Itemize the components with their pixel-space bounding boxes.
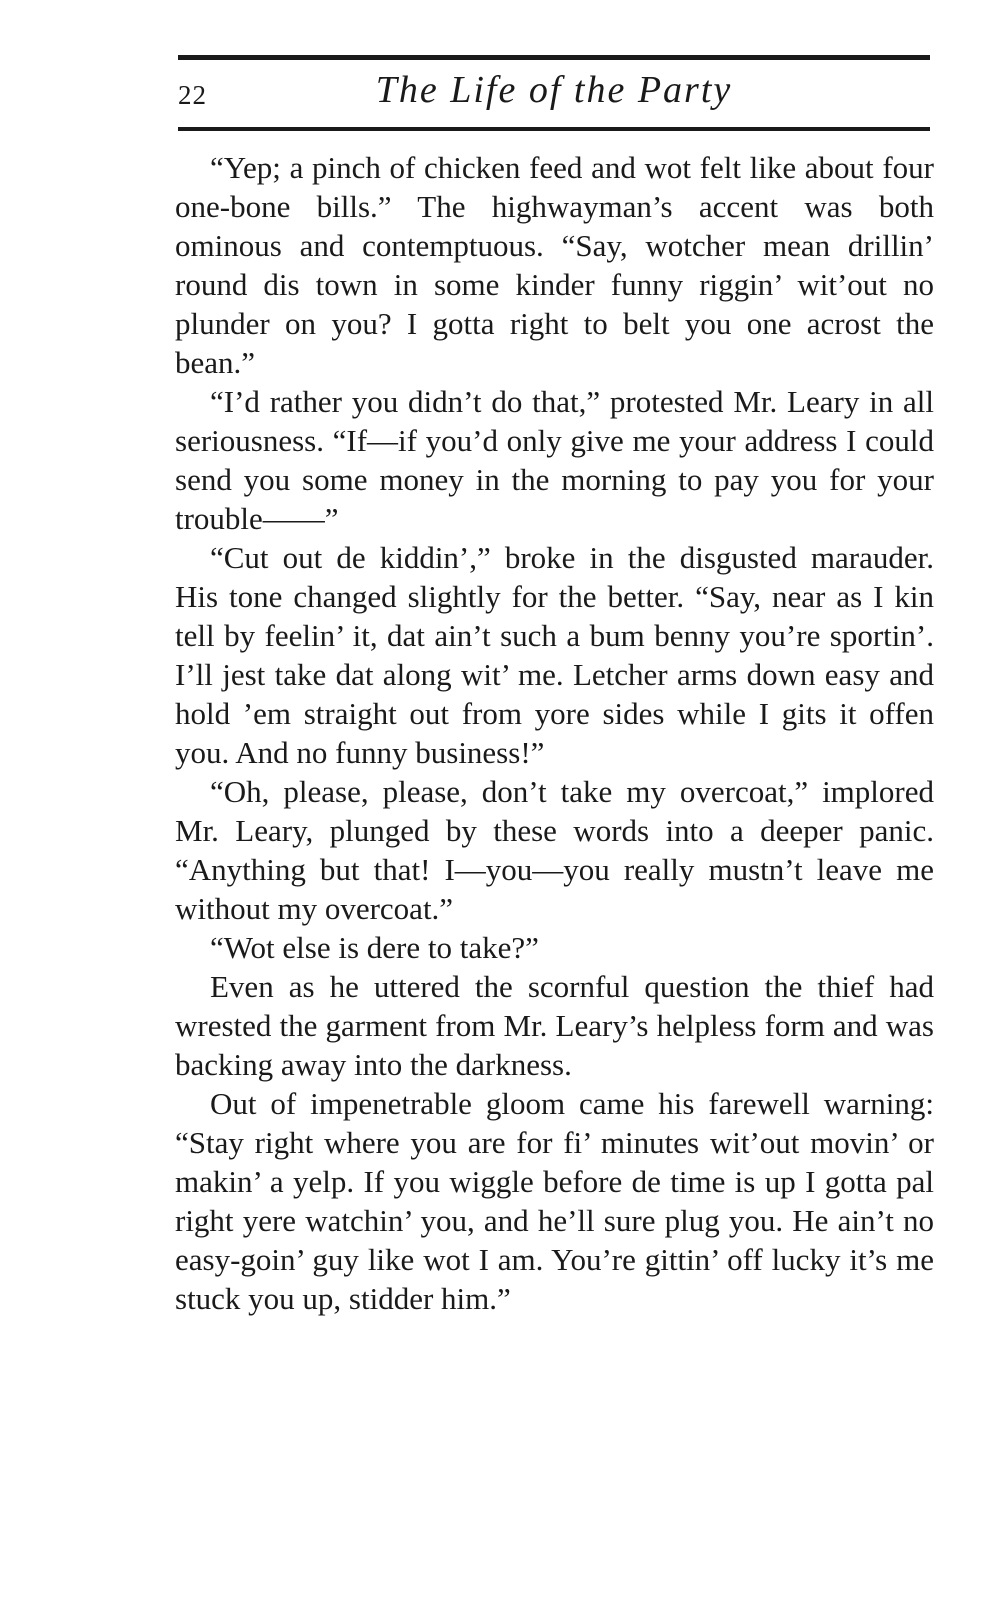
paragraph: “Cut out de kiddin’,” broke in the disgusted marauder. His tone changed slightly for the better. “Say, near as I kin tell by feelin’ it, dat ain’t such a bum benny you’re sportin’. I’ll jest take dat along wit’ me. Letcher arms down easy and hold ’em straight out from yore sides while I gits it offen you. And no funny business!” <box>175 540 934 770</box>
paragraph: Even as he uttered the scornful question the thief had wrested the garment from Mr. Leary’s helpless form and was backing away into the darkness. <box>175 969 934 1082</box>
page-number: 22 <box>178 80 207 110</box>
paragraph: Out of impenetrable gloom came his farewell warning: “Stay right where you are for fi’ minutes wit’out movin’ or makin’ a yelp. If you wiggle before de time is up I gotta pal right yere watchin’ you, and he’ll sure plug you. He ain’t no easy-goin’ guy like wot I am. You’re gittin’ off lucky it’s me stuck you up, stidder him.” <box>175 1086 934 1316</box>
header-top-rule <box>178 55 930 60</box>
running-header <box>178 66 930 122</box>
paragraph: “Wot else is dere to take?” <box>210 930 539 965</box>
running-title: The Life of the Party <box>375 69 733 111</box>
body-text <box>175 148 934 1318</box>
paragraph: “Oh, please, please, don’t take my overcoat,” implored Mr. Leary, plunged by these words into a deeper panic. “Anything but that! I—you—you really mustn’t leave me without my overcoat.” <box>175 774 934 926</box>
paragraph: “I’d rather you didn’t do that,” protested Mr. Leary in all seriousness. “If—if you’d only give me your address I could send you some money in the morning to pay you for your trouble——” <box>175 384 934 536</box>
paragraph: “Yep; a pinch of chicken feed and wot felt like about four one-bone bills.” The highwayman’s accent was both ominous and contemptuous. “Say, wotcher mean drillin’ round dis town in some kinder funny riggin’ wit’out no plunder on you? I gotta right to belt you one acrost the bean.” <box>175 150 934 380</box>
header-bottom-rule <box>178 127 930 131</box>
